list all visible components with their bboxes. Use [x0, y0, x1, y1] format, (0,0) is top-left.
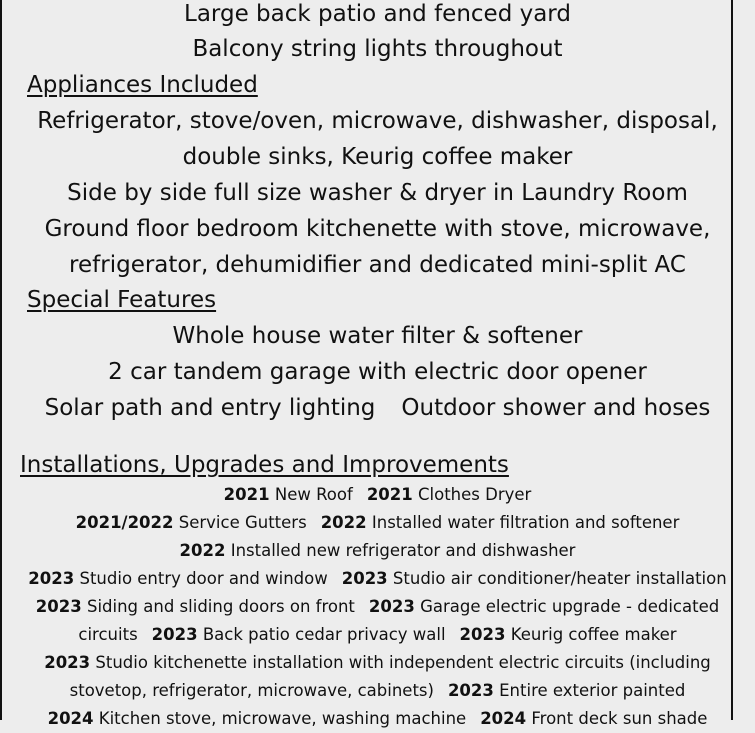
- upgrade-year: 2024: [480, 709, 527, 728]
- upgrade-item: [480, 709, 707, 728]
- upgrade-text: stovetop, refrigerator, microwave, cabinets): [69, 681, 434, 700]
- upgrade-year: 2023: [44, 653, 91, 672]
- special-line-3: [0, 390, 755, 426]
- upgrade-item: [36, 597, 355, 616]
- appliances-line-2: double sinks, Keurig coffee maker: [182, 144, 573, 170]
- upgrade-row: [0, 677, 755, 705]
- upgrade-row: [0, 593, 755, 621]
- upgrade-item: [369, 597, 719, 616]
- upgrade-year: 2023: [28, 569, 75, 588]
- appliances-line-4: Ground floor bedroom kitchenette with stove, microwave,: [44, 216, 711, 242]
- upgrade-item: [76, 513, 307, 532]
- upgrade-text: Studio kitchenette installation with independent electric circuits (including: [90, 653, 711, 672]
- upgrade-text: Kitchen stove, microwave, washing machine: [93, 709, 467, 728]
- upgrade-text: Installed new refrigerator and dishwasher: [225, 541, 576, 560]
- upgrade-text: Back patio cedar privacy wall: [197, 625, 446, 644]
- upgrade-text: Entire exterior painted: [493, 681, 686, 700]
- upgrade-row: [0, 537, 755, 565]
- upgrade-row: [0, 565, 755, 593]
- upgrade-year: 2021: [366, 485, 413, 504]
- feature-patio: Large back patio and fenced yard: [184, 1, 571, 27]
- special-line-3a: Solar path and entry lighting: [44, 395, 376, 421]
- upgrade-item: [180, 541, 576, 560]
- feature-string-lights: Balcony string lights throughout: [192, 36, 563, 62]
- upgrade-row: [0, 621, 755, 649]
- upgrade-text: Installed water filtration and softener: [366, 513, 680, 532]
- upgrade-item: [367, 485, 532, 504]
- upgrade-item: [460, 625, 677, 644]
- upgrade-item: [78, 625, 137, 644]
- special-features-heading: Special Features: [27, 287, 217, 313]
- upgrade-text: Siding and sliding doors on front: [81, 597, 355, 616]
- upgrade-row: [0, 649, 755, 677]
- upgrade-year: 2021: [223, 485, 270, 504]
- upgrade-text: Service Gutters: [173, 513, 307, 532]
- upgrade-text: Front deck sun shade: [526, 709, 708, 728]
- upgrade-text: Studio entry door and window: [74, 569, 328, 588]
- upgrade-year: 2022: [179, 541, 226, 560]
- special-line-3b: Outdoor shower and hoses: [401, 395, 711, 421]
- appliances-line-3: Side by side full size washer & dryer in Laundry Room: [67, 180, 688, 206]
- upgrade-year: 2024: [47, 709, 94, 728]
- upgrade-year: 2023: [341, 569, 388, 588]
- appliances-heading: Appliances Included: [27, 72, 258, 98]
- upgrade-year: 2023: [459, 625, 506, 644]
- upgrade-year: 2023: [35, 597, 82, 616]
- appliances-line-1: Refrigerator, stove/oven, microwave, dishwasher, disposal,: [37, 108, 718, 134]
- upgrade-item: [224, 485, 353, 504]
- upgrade-item: [70, 681, 434, 700]
- upgrade-year: 2023: [447, 681, 494, 700]
- upgrade-text: Keurig coffee maker: [505, 625, 677, 644]
- upgrade-text: Garage electric upgrade - dedicated: [414, 597, 720, 616]
- upgrade-year: 2021/2022: [75, 513, 174, 532]
- upgrade-item: [28, 569, 327, 588]
- upgrade-row: [0, 509, 755, 537]
- upgrade-item: [448, 681, 685, 700]
- upgrade-item: [321, 513, 680, 532]
- special-line-1: Whole house water filter & softener: [172, 323, 583, 349]
- upgrade-row: [0, 705, 755, 733]
- appliances-line-5: refrigerator, dehumidifier and dedicated mini-split AC: [69, 252, 686, 278]
- upgrade-row: [0, 481, 755, 509]
- upgrade-year: 2023: [368, 597, 415, 616]
- upgrade-text: circuits: [78, 625, 138, 644]
- special-line-2: 2 car tandem garage with electric door opener: [108, 359, 647, 385]
- upgrade-year: 2023: [151, 625, 198, 644]
- upgrade-text: Studio air conditioner/heater installation: [387, 569, 727, 588]
- upgrade-item: [342, 569, 727, 588]
- upgrade-item: [44, 653, 711, 672]
- upgrades-heading: Installations, Upgrades and Improvements: [20, 452, 509, 478]
- upgrade-item: [152, 625, 446, 644]
- upgrade-year: 2022: [320, 513, 367, 532]
- upgrade-item: [48, 709, 467, 728]
- upgrade-text: New Roof: [269, 485, 353, 504]
- upgrade-text: Clothes Dryer: [412, 485, 532, 504]
